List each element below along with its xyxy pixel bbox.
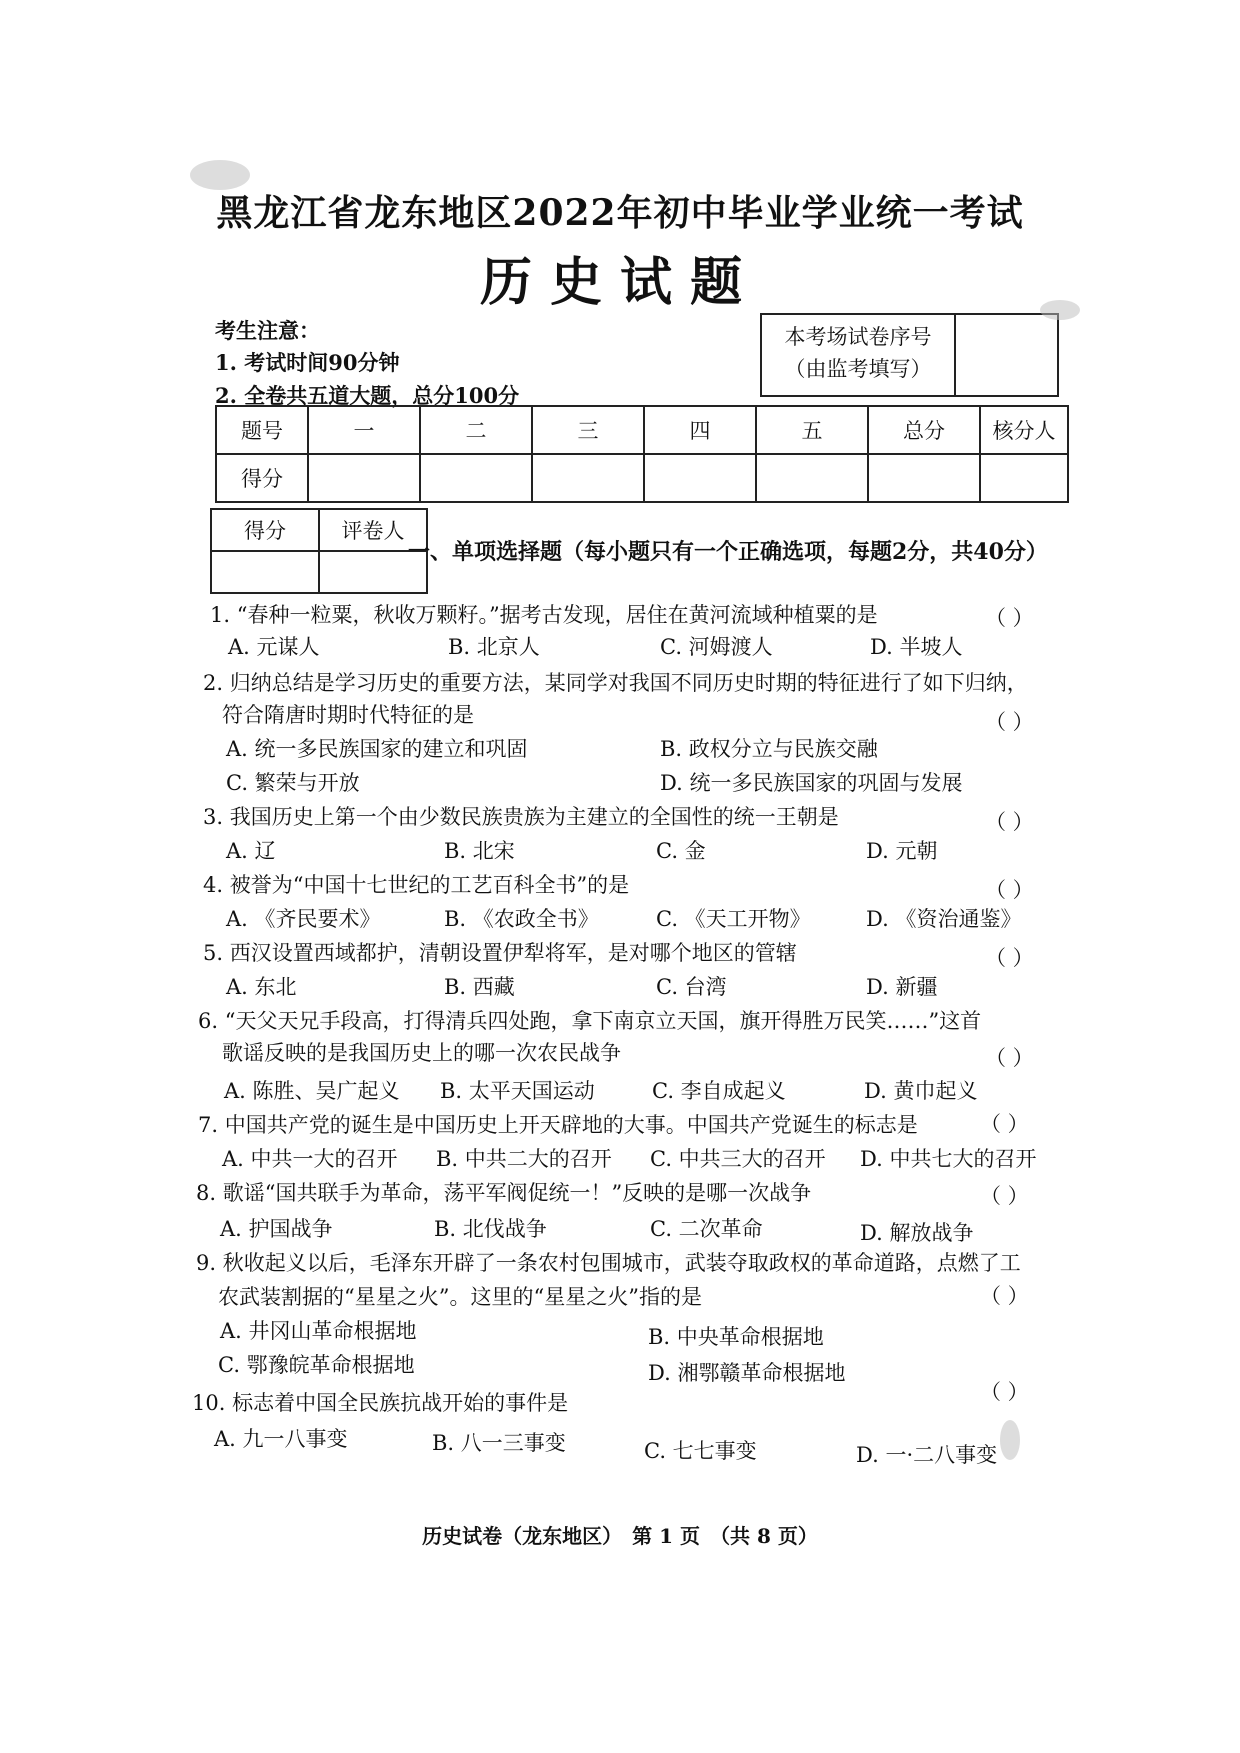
question-stem: 2. 归纳总结是学习历史的重要方法，某同学对我国不同历史时期的特征进行了如下归纳， <box>203 671 1028 695</box>
notice-item-1: 1. 考试时间90分钟 <box>215 350 400 375</box>
option: B. 北京人 <box>448 635 540 659</box>
seat-number-label <box>762 315 956 395</box>
option: C. 中共三大的召开 <box>650 1147 826 1171</box>
score-cell[interactable] <box>420 454 532 502</box>
score-header-cell: 三 <box>532 406 644 454</box>
section-one-title: 一、单项选择题（每小题只有一个正确选项，每题2分，共40分） <box>408 539 1048 565</box>
option: D. 中共七大的召开 <box>860 1147 1037 1171</box>
question-stem: 9. 秋收起义以后，毛泽东开辟了一条农村包围城市，武装夺取政权的革命道路，点燃了工 <box>196 1251 1021 1275</box>
option: D. 一·二八事变 <box>856 1443 998 1467</box>
score-header-cell: 五 <box>756 406 868 454</box>
question-stem: 5. 西汉设置西域都护，清朝设置伊犁将军，是对哪个地区的管辖 <box>203 941 797 965</box>
question-stem: 1. “春种一粒粟，秋收万颗籽。”据考古发现，居住在黄河流域种植粟的是 <box>210 603 878 627</box>
option: A. 九一八事变 <box>214 1427 348 1451</box>
answer-bracket[interactable]: （ ） <box>985 878 1034 902</box>
score-table-score-row <box>216 454 1068 502</box>
option: B. 中央革命根据地 <box>648 1325 824 1349</box>
option: A. 护国战争 <box>220 1217 333 1241</box>
option: A. 《齐民要术》 <box>226 907 381 931</box>
option: A. 辽 <box>226 839 276 863</box>
option: D. 解放战争 <box>860 1221 974 1245</box>
option: A. 东北 <box>226 975 297 999</box>
question-stem: 7. 中国共产党的诞生是中国历史上开天辟地的大事。中国共产党诞生的标志是 <box>198 1113 918 1137</box>
answer-bracket[interactable]: （ ） <box>985 1046 1034 1070</box>
scan-noise <box>1040 300 1080 320</box>
seat-number-field[interactable] <box>956 315 1057 395</box>
score-table <box>215 405 1069 503</box>
notice-heading: 考生注意： <box>215 318 320 343</box>
page-footer: 历史试卷（龙东地区） 第 1 页 （共 8 页） <box>422 1524 818 1548</box>
grader-score-cell[interactable] <box>211 551 319 593</box>
score-cell[interactable] <box>868 454 980 502</box>
option: C. 金 <box>656 839 706 863</box>
option: B. 北伐战争 <box>434 1217 547 1241</box>
score-header-cell: 题号 <box>216 406 308 454</box>
score-header-cell: 二 <box>420 406 532 454</box>
option: D. 《资治通鉴》 <box>866 907 1022 931</box>
scan-noise <box>1000 1420 1020 1460</box>
question-stem: 符合隋唐时期时代特征的是 <box>222 703 474 727</box>
option: C. 《天工开物》 <box>656 907 811 931</box>
score-header-cell: 总分 <box>868 406 980 454</box>
option: A. 元谋人 <box>228 635 320 659</box>
scan-noise <box>190 160 250 190</box>
option: D. 黄巾起义 <box>864 1079 978 1103</box>
question-stem: 10. 标志着中国全民族抗战开始的事件是 <box>192 1391 569 1415</box>
score-cell[interactable] <box>644 454 756 502</box>
score-cell[interactable] <box>980 454 1068 502</box>
question-stem: 4. 被誉为“中国十七世纪的工艺百科全书”的是 <box>203 873 630 897</box>
answer-bracket[interactable]: （ ） <box>980 1112 1029 1136</box>
option: D. 半坡人 <box>870 635 963 659</box>
option: B. 政权分立与民族交融 <box>660 737 878 761</box>
answer-bracket[interactable]: （ ） <box>980 1184 1029 1208</box>
question-stem: 8. 歌谣“国共联手为革命，荡平军阀促统一！”反映的是哪一次战争 <box>196 1181 812 1205</box>
grader-score-label: 得分 <box>211 509 319 551</box>
option: C. 河姆渡人 <box>660 635 773 659</box>
score-row-label: 得分 <box>216 454 308 502</box>
option: A. 陈胜、吴广起义 <box>224 1079 400 1103</box>
answer-bracket[interactable]: （ ） <box>985 710 1034 734</box>
option: D. 新疆 <box>866 975 938 999</box>
option: D. 湘鄂赣革命根据地 <box>648 1361 846 1385</box>
score-cell[interactable] <box>756 454 868 502</box>
option: C. 台湾 <box>656 975 727 999</box>
score-header-cell: 核分人 <box>980 406 1068 454</box>
score-cell[interactable] <box>532 454 644 502</box>
option: D. 元朝 <box>866 839 938 863</box>
option: B. 太平天国运动 <box>440 1079 595 1103</box>
option: B. 《农政全书》 <box>444 907 599 931</box>
option: B. 西藏 <box>444 975 515 999</box>
option: B. 八一三事变 <box>432 1431 566 1455</box>
option: C. 鄂豫皖革命根据地 <box>218 1353 415 1377</box>
option: B. 北宋 <box>444 839 515 863</box>
notice-item-2: 2. 全卷共五道大题，总分100分 <box>215 383 520 408</box>
option: C. 二次革命 <box>650 1217 763 1241</box>
score-header-cell: 一 <box>308 406 420 454</box>
option: A. 统一多民族国家的建立和巩固 <box>226 737 528 761</box>
question-stem: 歌谣反映的是我国历史上的哪一次农民战争 <box>222 1041 621 1065</box>
option: C. 繁荣与开放 <box>226 771 360 795</box>
answer-bracket[interactable]: （ ） <box>985 946 1034 970</box>
score-cell[interactable] <box>308 454 420 502</box>
option: D. 统一多民族国家的巩固与发展 <box>660 771 963 795</box>
question-stem: 6. “天父天兄手段高，打得清兵四处跑，拿下南京立天国，旗开得胜万民笑……”这首 <box>198 1009 982 1033</box>
answer-bracket[interactable]: （ ） <box>980 1284 1029 1308</box>
option: B. 中共二大的召开 <box>436 1147 612 1171</box>
seat-number-box <box>760 313 1059 397</box>
answer-bracket[interactable]: （ ） <box>985 606 1034 630</box>
question-stem: 3. 我国历史上第一个由少数民族贵族为主建立的全国性的统一王朝是 <box>203 805 839 829</box>
grader-name-label: 评卷人 <box>319 509 427 551</box>
option: A. 中共一大的召开 <box>222 1147 398 1171</box>
exam-title: 黑龙江省龙东地区2022年初中毕业学业统一考试 <box>216 192 1024 234</box>
grader-table <box>210 508 428 594</box>
seat-number-label-line1: 本考场试卷序号 <box>784 325 932 349</box>
seat-number-label-line2: （由监考填写） <box>784 357 932 381</box>
score-header-cell: 四 <box>644 406 756 454</box>
answer-bracket[interactable]: （ ） <box>980 1380 1029 1404</box>
question-stem: 农武装割据的“星星之火”。这里的“星星之火”指的是 <box>218 1285 702 1309</box>
option: C. 七七事变 <box>644 1439 757 1463</box>
option: C. 李自成起义 <box>652 1079 786 1103</box>
score-table-header-row <box>216 406 1068 454</box>
subject-title: 历史试题 <box>479 252 760 313</box>
answer-bracket[interactable]: （ ） <box>985 810 1034 834</box>
option: A. 井冈山革命根据地 <box>220 1319 417 1343</box>
